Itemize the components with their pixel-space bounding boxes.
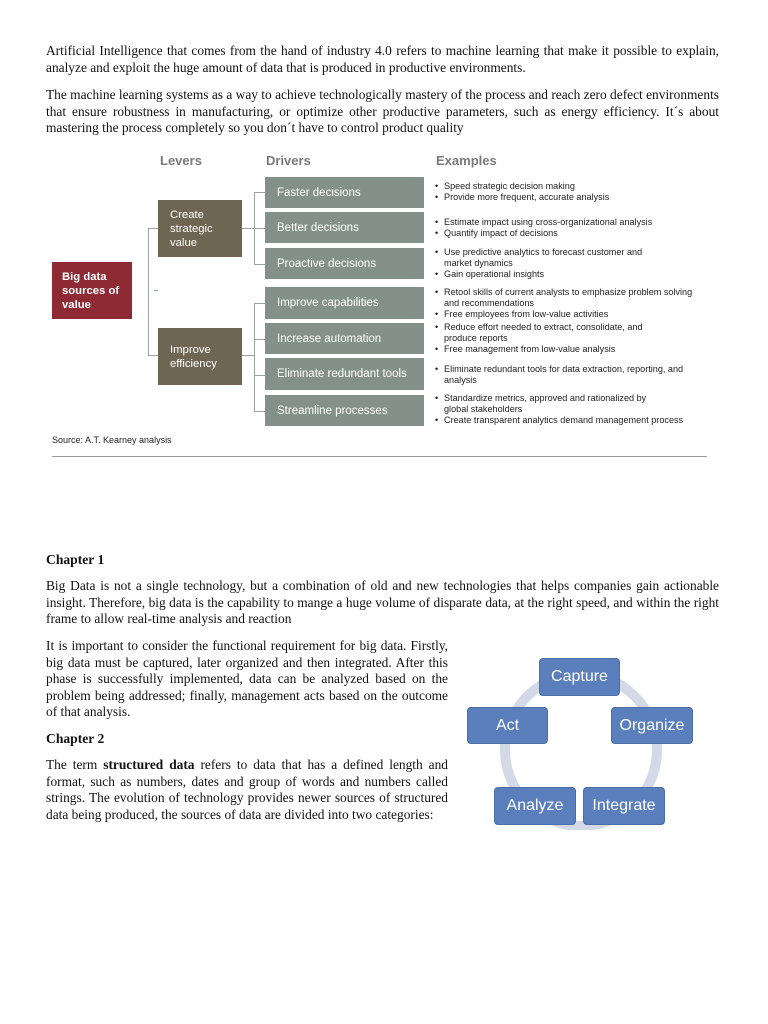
- chapter-2-heading: Chapter 2: [46, 731, 105, 746]
- connector-line: [254, 375, 265, 376]
- text-run: The term: [46, 757, 104, 772]
- examples-group: [433, 247, 661, 280]
- example-item: • Gain operational insights: [433, 269, 661, 280]
- driver-faster-decisions: Faster decisions: [265, 177, 424, 208]
- connector-line: [254, 264, 265, 265]
- text-run: refers to data that has a defined length and format, such as numbers, dates and group of words and numbers called strings. The evolution of technology provides newer sources of structured data being produced, the sources of data are divided into two categories:: [46, 757, 448, 822]
- root-box: Big data sources of value: [52, 262, 132, 319]
- connector-line: [254, 228, 265, 229]
- examples-group: [433, 217, 723, 239]
- chapter-1-paragraph-2: It is important to consider the functional requirement for big data. Firstly, big data must be captured, later organized and then integrated. After this phase is successfully implemented, data can be analyzed based on the problem being addressed; finally, management acts based on the outcome of that analysis.: [46, 638, 448, 720]
- example-item: • Reduce effort needed to extract, consolidate, and produce reports: [433, 322, 655, 344]
- connector-line: [254, 411, 265, 412]
- divider: [52, 456, 707, 457]
- driver-streamline-processes: Streamline processes: [265, 395, 424, 426]
- connector-line: [254, 303, 265, 304]
- connector-line: [242, 228, 254, 229]
- driver-eliminate-redundant-tools: Eliminate redundant tools: [265, 358, 424, 390]
- chapter-1-paragraph-1: Big Data is not a single technology, but a combination of old and new technologies that helps companies gain actionable insight. Therefore, big data is the capability to mange a huge volume of disparate data, at the right speed, and within the right frame to allow real-time analysis and reaction: [46, 578, 719, 627]
- lever-create-strategic-value: Create strategic value: [158, 200, 242, 257]
- examples-group: [433, 287, 695, 320]
- examples-group: [433, 364, 705, 386]
- examples-header: Examples: [436, 153, 497, 168]
- drivers-header: Drivers: [266, 153, 311, 168]
- big-data-cycle-diagram: [465, 655, 695, 830]
- example-item: • Free employees from low-value activities: [433, 309, 695, 320]
- example-item: • Speed strategic decision making: [433, 181, 723, 192]
- examples-group: [433, 393, 723, 426]
- chapter-1-heading: Chapter 1: [46, 552, 105, 567]
- driver-improve-capabilities: Improve capabilities: [265, 287, 424, 319]
- driver-increase-automation: Increase automation: [265, 323, 424, 354]
- cycle-node-act: Act: [467, 707, 548, 744]
- connector-line: [148, 228, 149, 355]
- example-item: • Estimate impact using cross-organizational analysis: [433, 217, 723, 228]
- driver-better-decisions: Better decisions: [265, 212, 424, 243]
- figure-source: Source: A.T. Kearney analysis: [52, 435, 172, 445]
- lever-improve-efficiency: Improve efficiency: [158, 328, 242, 385]
- cycle-node-capture: Capture: [539, 658, 620, 696]
- connector-line: [148, 355, 158, 356]
- example-item: • Eliminate redundant tools for data extraction, reporting, and analysis: [433, 364, 705, 386]
- cycle-node-analyze: Analyze: [494, 787, 576, 825]
- connector-line: [148, 228, 158, 229]
- connector-line: [254, 303, 255, 411]
- connector-line: [254, 192, 265, 193]
- example-item: • Standardize metrics, approved and rationalized by global stakeholders: [433, 393, 670, 415]
- connector-line: [254, 339, 265, 340]
- intro-paragraph-1: Artificial Intelligence that comes from the hand of industry 4.0 refers to machine learning that make it possible to explain, analyze and exploit the huge amount of data that is produced in productive environments.: [46, 43, 719, 75]
- examples-group: [433, 322, 655, 355]
- cycle-node-integrate: Integrate: [583, 787, 665, 825]
- connector-line: [154, 290, 158, 291]
- structured-data-term: structured data: [103, 757, 195, 772]
- example-item: • Free management from low-value analysis: [433, 344, 655, 355]
- levers-header: Levers: [160, 153, 202, 168]
- example-item: • Use predictive analytics to forecast customer and market dynamics: [433, 247, 661, 269]
- driver-proactive-decisions: Proactive decisions: [265, 248, 424, 279]
- example-item: • Retool skills of current analysts to emphasize problem solving and recommendations: [433, 287, 695, 309]
- intro-paragraph-2: The machine learning systems as a way to achieve technologically mastery of the process and reach zero defect environments that ensure robustness in manufacturing, or optimize other productive parameters, such as energy efficiency. It´s about mastering the process completely so you don´t have to control product quality: [46, 87, 719, 136]
- connector-line: [242, 355, 254, 356]
- examples-group: [433, 181, 723, 203]
- example-item: • Create transparent analytics demand management process: [433, 415, 723, 426]
- cycle-node-organize: Organize: [611, 707, 693, 744]
- chapter-2-paragraph: [46, 757, 448, 823]
- example-item: • Quantify impact of decisions: [433, 228, 723, 239]
- example-item: • Provide more frequent, accurate analysis: [433, 192, 723, 203]
- levers-drivers-figure: [46, 150, 714, 460]
